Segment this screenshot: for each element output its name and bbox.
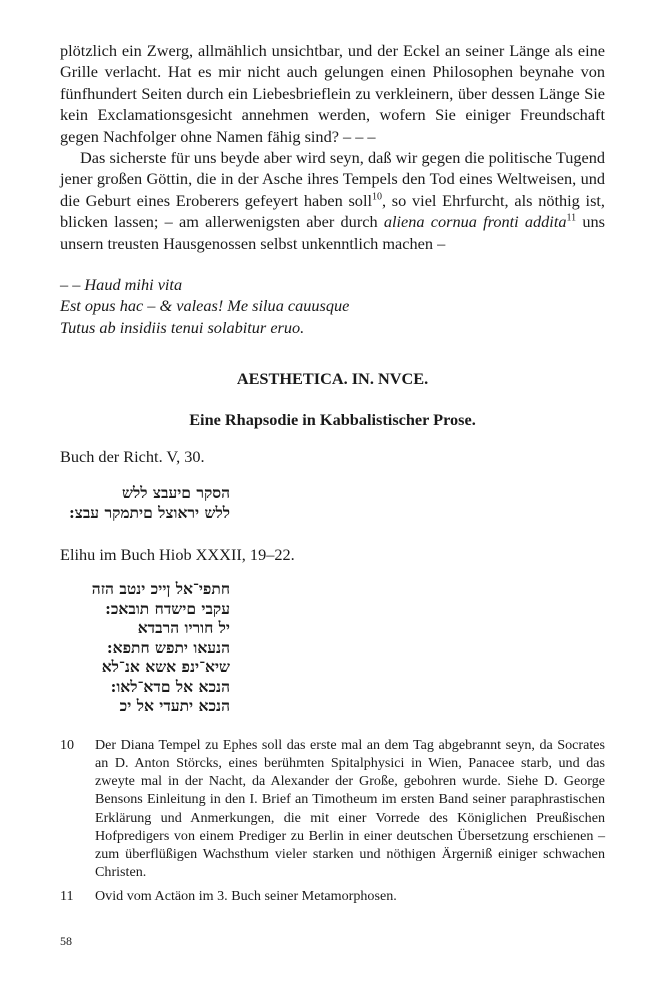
footnote-text: Ovid vom Actäon im 3. Buch seiner Metamorphosen. [95,888,397,905]
footnote-number: 10 [60,736,75,753]
hebrew-line: ללש יראוצל םיתמקר עבצ: [68,502,230,522]
hebrew-line: חתפי־אל ןייכ ינטב הזה [91,579,230,599]
hebrew-line: יל חוריו הרבדא [137,618,230,638]
hebrew-line: שיא־ינפ אשא אנ־לא [101,657,230,677]
paragraph-2-text-c: uns unsern treusten Hausgenossen selbst unkenntlich machen – [60,212,605,253]
hebrew-line: הסקר םיעבצ ללש [121,483,230,503]
verse-line: Tutus ab insidiis tenui solabitur eruo. [60,317,305,337]
hebrew-line: הנכא יתעדי אל יכ [119,696,230,716]
paragraph-2-text-b: , so viel Ehrfurcht, als nöthig ist, blicken lassen; – am allerwenigsten aber durch [60,190,605,232]
footnote-ref-11[interactable]: 11 [566,212,577,224]
verse-line: Est opus hac – & valeas! Me silua cauusque [60,296,350,316]
paragraph-2 [60,147,605,254]
hebrew-quote-job [60,579,230,716]
footnotes [60,736,605,906]
section-subtitle: Eine Rhapsodie in Kabbalistischer Prose. [189,410,476,430]
latin-verse [60,274,605,338]
section-title: AESTHETICA. IN. NVCE. [236,369,429,389]
paragraph-1: plötzlich ein Zwerg, allmählich unsichtbar, und der Eckel an seiner Länge als eine Grille verlacht. Hat es mir nicht auch gelungen einen Philosophen beynahe von fünfhundert Seiten durch ein Liebesbrieflein zu verkleinern, über dessen Länge Sie kein Exclamationsgesicht annehmen werden, wofern Sie einiger Freundschaft gegen Nachfolger ohne Namen fähig sind? – – – [60,41,605,146]
bible-reference-judges: Buch der Richt. V, 30. [60,447,205,467]
footnote-text: Der Diana Tempel zu Ephes soll das erste mal an dem Tag abgebrannt seyn, da Socrates an D. Anton Störcks, eines berühmten Spitalphysici in Wien, Panacee starb, und das zweyte mal in der Nacht, da Alexander der Große, gebohren wurde. Siehe D. George Bensons Einleitung in den I. Brief an Timotheum im ersten Band seiner paraphrastischen Erklärung und Anmerkungen, die mit einer Vorrede des Königlichen Preußischen Hofpredigers von einem Prediger zu Berlin in einer deutschen Übersetzung erschienen – zum überflüßigen Wachsthum vieler starken und nöthigen Ärgerniß einiger schwachen Christen. [95,736,605,881]
verse-line: – – Haud mihi vita [60,275,183,295]
hebrew-line: הנכא אל םדא־לאו: [110,676,230,696]
paragraph-2-latin: aliena cornua fronti addita [383,212,567,232]
page-number: 58 [60,934,72,948]
footnote-10 [60,736,605,882]
footnote-11 [60,887,605,905]
page-content [60,40,605,912]
hebrew-line: עקבי םישדח תובאכ: [105,598,230,618]
footnote-number: 11 [60,888,74,905]
paragraph-2-text-a: Das sicherste für uns beyde aber wird seyn, daß wir gegen die politische Tugend jener großen Göttin, die in der Asche ihres Tempels den Tod eines Weltweisen, und die Geburt eines Eroberers gefeyert haben soll [60,148,605,210]
footnote-ref-10[interactable]: 10 [372,191,382,203]
bible-reference-job: Elihu im Buch Hiob XXXII, 19–22. [60,545,295,565]
hebrew-quote-judges [60,483,230,522]
hebrew-line: הנעאו יתפש חתפא: [106,637,230,657]
